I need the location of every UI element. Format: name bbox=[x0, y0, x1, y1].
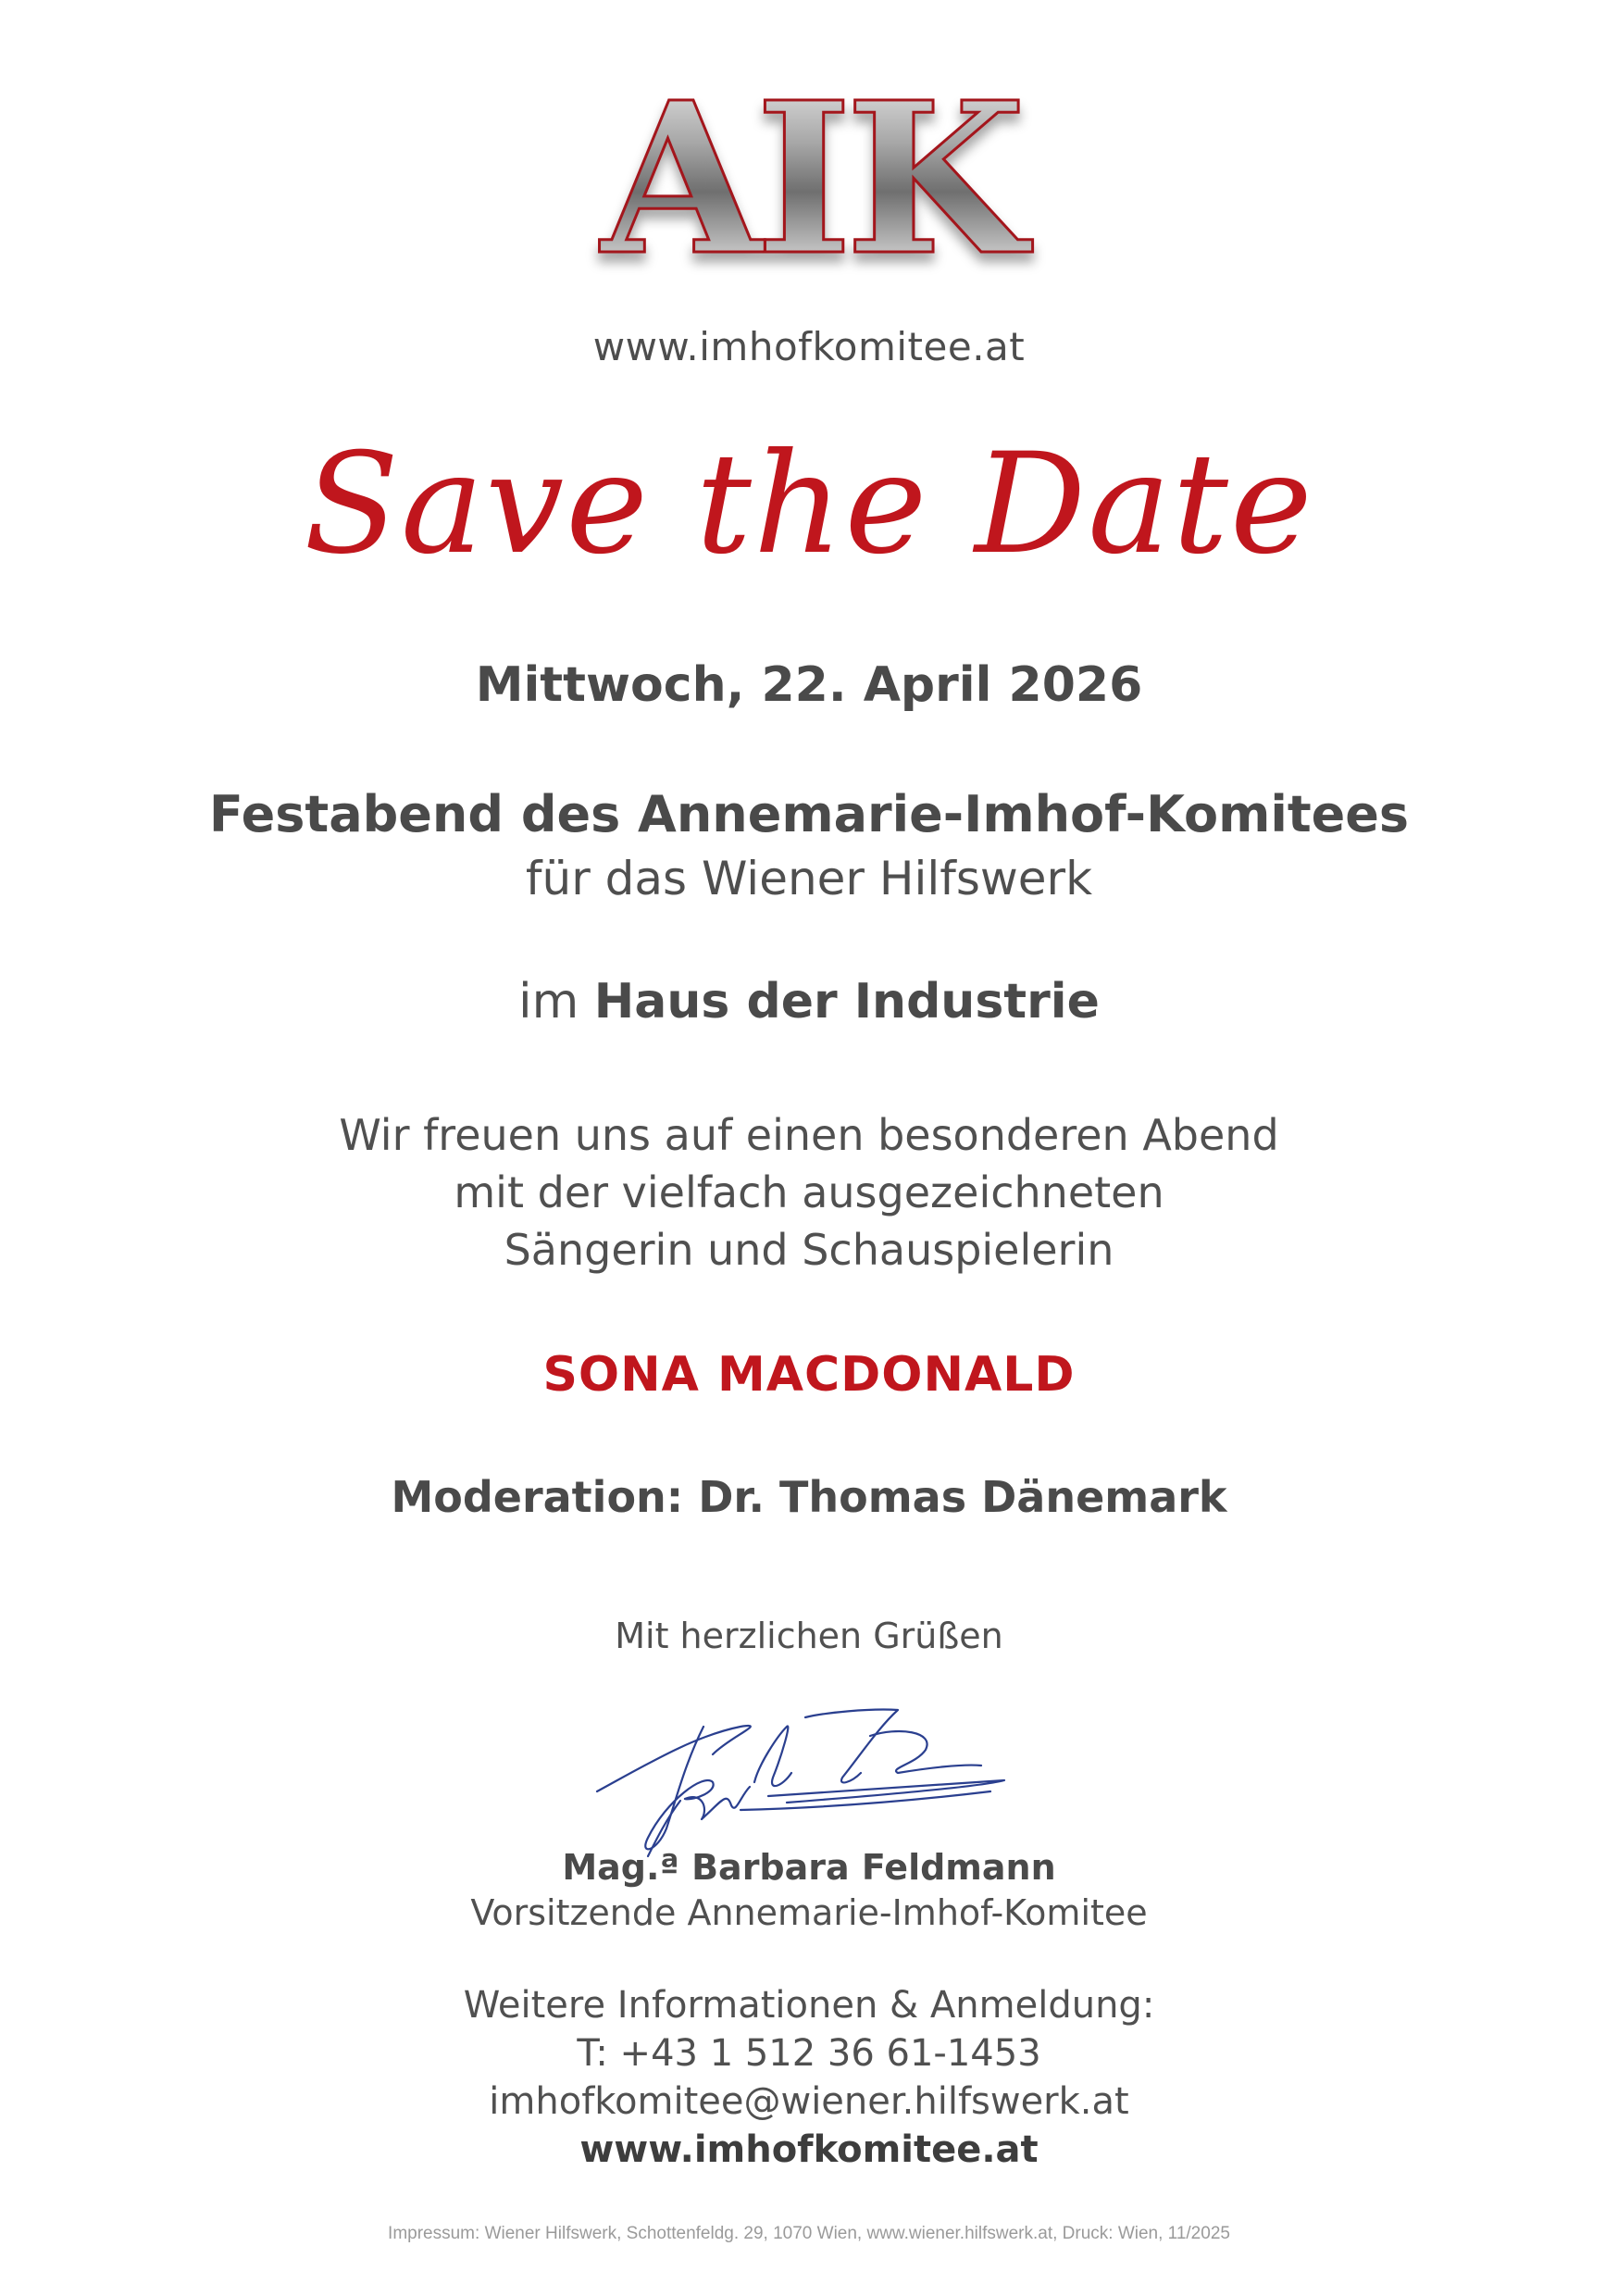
greeting: Mit herzlichen Grüßen bbox=[615, 1616, 1003, 1656]
artist-name: SONA MACDONALD bbox=[542, 1347, 1076, 1403]
signer-role: Vorsitzende Annemarie-Imhof-Komitee bbox=[470, 1892, 1148, 1933]
venue-name: Haus der Industrie bbox=[593, 974, 1100, 1029]
contact-block bbox=[0, 1981, 1618, 2174]
venue-prefix: im bbox=[518, 974, 579, 1029]
signer-name: Mag.ª Barbara Feldmann bbox=[562, 1847, 1056, 1888]
intro-line: mit der vielfach ausgezeichneten bbox=[454, 1167, 1164, 1217]
aik-logo bbox=[574, 74, 1046, 287]
intro-line: Sängerin und Schauspielerin bbox=[504, 1225, 1114, 1275]
save-the-date-heading: Save the Date bbox=[304, 424, 1314, 585]
intro-text bbox=[0, 1106, 1618, 1279]
contact-email[interactable]: imhofkomitee@wiener.hilfswerk.at bbox=[489, 2080, 1129, 2123]
moderation-line: Moderation: Dr. Thomas Dänemark bbox=[391, 1472, 1227, 1522]
contact-heading: Weitere Informationen & Anmeldung: bbox=[463, 1984, 1155, 2027]
event-date: Mittwoch, 22. April 2026 bbox=[475, 657, 1143, 713]
svg-text:AIK: AIK bbox=[601, 74, 1019, 287]
event-title: Festabend des Annemarie-Imhof-Komitees bbox=[208, 785, 1410, 843]
impressum: Impressum: Wiener Hilfswerk, Schottenfeldg. 29, 1070 Wien, www.wiener.hilfswerk.at, Druck: Wien, 11/2025 bbox=[388, 2224, 1230, 2243]
contact-website[interactable]: www.imhofkomitee.at bbox=[579, 2128, 1039, 2171]
website-link-top[interactable]: www.imhofkomitee.at bbox=[592, 324, 1026, 369]
intro-line: Wir freuen uns auf einen besonderen Abend bbox=[339, 1110, 1279, 1160]
event-subtitle: für das Wiener Hilfswerk bbox=[525, 852, 1093, 905]
contact-phone[interactable]: T: +43 1 512 36 61-1453 bbox=[577, 2032, 1041, 2075]
event-venue bbox=[0, 974, 1618, 1029]
